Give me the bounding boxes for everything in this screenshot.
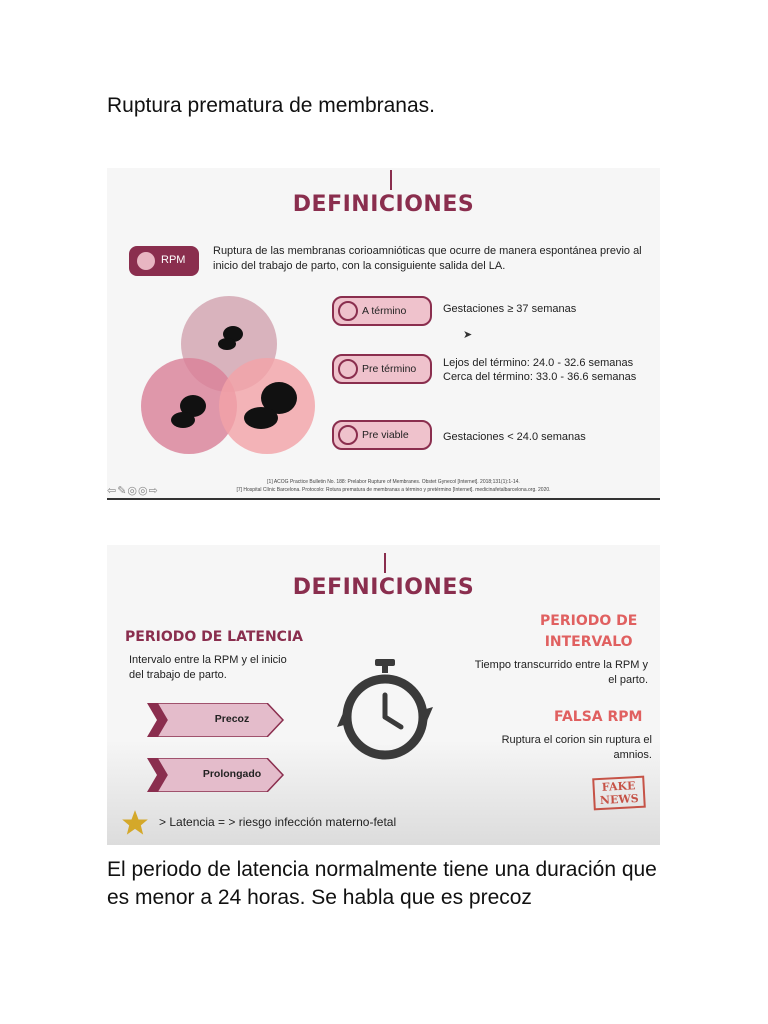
slide-definiciones-rpm (107, 168, 660, 500)
category-pill-a-termino (332, 296, 432, 326)
rpm-badge (129, 246, 199, 276)
title-tick (384, 553, 386, 573)
venn-embryo-diagram (137, 294, 327, 459)
document-heading: Ruptura prematura de membranas. (107, 94, 435, 117)
latency-description (129, 653, 287, 683)
title-tick (390, 170, 392, 190)
ring-icon (338, 301, 358, 321)
interval-title-line: INTERVALO (544, 634, 633, 650)
rpm-definition: Ruptura de las membranas corioamnióticas que ocurre de manera espontánea previo al inicio del trabajo de parto, con la consiguiente salida del LA. (213, 245, 642, 272)
slide-title: DEFINICIONES (292, 575, 475, 600)
false-rpm-desc-line: amnios. (613, 749, 652, 761)
rpm-dot-icon (137, 252, 155, 270)
slide-bottom-rule (107, 498, 660, 500)
latency-desc-line: Intervalo entre la RPM y el inicio (129, 654, 287, 666)
category-description (443, 430, 586, 444)
false-rpm-description (502, 733, 652, 763)
category-pill-pre-viable (332, 420, 432, 450)
fake-news-stamp-icon (592, 776, 646, 811)
reference-line: [1] ACOG Practice Bulletin No. 188: Prelabor Rupture of Membranes. Obstet Gynecol [Internet]. 2018;131(1):1-14. (267, 479, 520, 485)
star-icon (121, 809, 149, 837)
arrow-item-precoz (147, 703, 287, 737)
interval-description (475, 658, 648, 688)
category-label: Pre término (362, 363, 417, 375)
latency-desc-line: del trabajo de parto. (129, 669, 227, 681)
category-pill-pre-termino (332, 354, 432, 384)
latency-risk-note: > Latencia = > riesgo infección materno-fetal (159, 815, 397, 829)
slide-nav-icons[interactable]: ⇦✎◎◎⇨ (107, 485, 159, 497)
interval-desc-line: Tiempo transcurrido entre la RPM y (474, 659, 648, 671)
category-desc-line: Gestaciones < 24.0 semanas (443, 431, 586, 443)
reference-line: [7] Hospital Clínic Barcelona. Protocolo: Rotura prematura de membranas a término y pretérmino [Internet]. medicinafetalbarcelona.org. 2020. (236, 487, 551, 493)
false-rpm-title: FALSA RPM (554, 709, 643, 725)
item-label: Prolongado (202, 768, 262, 780)
slide-title: DEFINICIONES (292, 192, 475, 217)
category-desc-line: Cerca del término: 33.0 - 36.6 semanas (443, 371, 637, 383)
item-label: Precoz (214, 713, 250, 725)
slide-definiciones-periodos (107, 545, 660, 845)
stamp-line: NEWS (599, 791, 640, 807)
category-label: A término (362, 305, 407, 317)
references (167, 478, 620, 494)
arrow-item-prolongado (147, 758, 287, 792)
stamp-line: FAKE (601, 779, 636, 794)
rpm-label: RPM (161, 254, 186, 266)
category-description (443, 356, 636, 384)
document-paragraph: El periodo de latencia normalmente tiene una duración que es menor a 24 horas. Se habla que es precoz (107, 858, 657, 909)
category-description (443, 302, 576, 316)
latency-title: PERIODO DE LATENCIA (125, 629, 303, 645)
ring-icon (338, 425, 358, 445)
category-label: Pre viable (362, 429, 409, 441)
mouse-cursor-icon: ➤ (463, 329, 473, 341)
interval-desc-line: el parto. (608, 674, 648, 686)
category-desc-line: Gestaciones ≥ 37 semanas (443, 303, 577, 315)
false-rpm-desc-line: Ruptura el corion sin ruptura el (501, 734, 652, 746)
interval-title-line: PERIODO DE (540, 613, 638, 629)
interval-title (540, 611, 637, 653)
clock-icon (335, 657, 435, 767)
ring-icon (338, 359, 358, 379)
category-desc-line: Lejos del término: 24.0 - 32.6 semanas (443, 357, 634, 369)
